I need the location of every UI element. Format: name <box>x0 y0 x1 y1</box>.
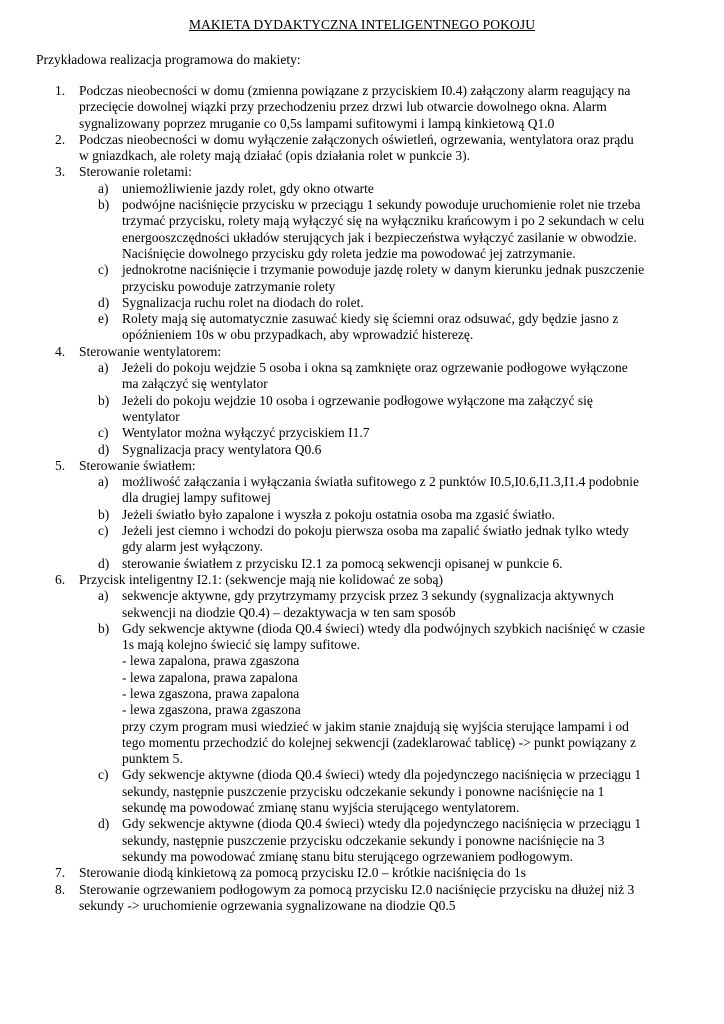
sub-list-item-text: gdy alarm jest wyłączony. <box>122 539 263 555</box>
sub-list-item-text: - lewa zapalona, prawa zgaszona <box>122 653 300 669</box>
list-item-number: 3. <box>55 164 66 180</box>
sub-list-item <box>0 393 724 426</box>
list-item <box>0 458 724 474</box>
list-item-number: 5. <box>55 457 66 473</box>
sub-list-item-letter: a) <box>98 588 109 604</box>
sub-list-item <box>0 507 724 523</box>
sub-list-item <box>0 262 724 295</box>
sub-list-item-letter: c) <box>98 262 109 278</box>
list-item-text: Sterowanie roletami: <box>79 164 192 180</box>
sub-list-item-text: Gdy sekwencje aktywne (dioda Q0.4 świeci) wtedy dla podwójnych szybkich naciśnięć w czasie <box>122 620 645 636</box>
sub-list-item-letter: d) <box>98 555 110 571</box>
sub-list-item <box>0 523 724 556</box>
sub-list-item-text: Rolety mają się automatycznie zasuwać kiedy się ściemni oraz odsuwać, gdy będzie jasno z <box>122 311 619 327</box>
list-item-number: 4. <box>55 343 66 359</box>
sub-list-item-text: sekwencje aktywne, gdy przytrzymamy przycisk przez 3 sekundy (sygnalizacja aktywnych <box>122 588 614 604</box>
sub-list-item-text: sekwencji na diodzie Q0.4) – dezaktywacja w ten sam sposób <box>122 604 456 620</box>
sub-list-item-text: Gdy sekwencje aktywne (dioda Q0.4 świeci) wtedy dla pojedynczego naciśnięcia w przeciągu 1 <box>122 816 642 832</box>
document-title: MAKIETA DYDAKTYCZNA INTELIGENTNEGO POKOJU <box>188 17 536 32</box>
sub-list-item-text: sekundy, następnie puszczenie przycisku odczekanie sekundy i ponowne naciśnięcie na 3 <box>122 832 605 848</box>
sub-list-item-text: energooszczędności układów sterujących jak i bezpieczeństwa wyłączyć zasilanie w obwodzie. <box>122 229 637 245</box>
list-item <box>0 83 724 132</box>
sub-list-item-letter: b) <box>98 620 110 636</box>
sub-list-item-text: Naciśnięcie dowolnego przycisku gdy roleta jedzie ma powodować jej zatrzymanie. <box>122 245 576 261</box>
sub-list-item-text: możliwość załączania i wyłączania światła sufitowego z 2 punktów I0.5,I0.6,I1.3,I1.4 podobnie <box>122 474 639 490</box>
sub-list-item-letter: a) <box>98 360 109 376</box>
sub-list-item-text: - lewa zgaszona, prawa zgaszona <box>122 702 301 718</box>
sub-list-item <box>0 360 724 393</box>
sub-list-item <box>0 181 724 197</box>
sub-list-item <box>0 197 724 262</box>
sub-list-item-letter: d) <box>98 816 110 832</box>
sub-list-item-text: przycisku powoduje zatrzymanie rolety <box>122 278 336 294</box>
list-item <box>0 865 724 881</box>
sub-list-item-letter: b) <box>98 506 110 522</box>
sub-list-item-text: uniemożliwienie jazdy rolet, gdy okno otwarte <box>122 180 374 196</box>
sub-list-item-letter: c) <box>98 425 109 441</box>
sub-list-item-text: Jeżeli do pokoju wejdzie 10 osoba i ogrzewanie podłogowe wyłączone ma załączyć się <box>122 392 593 408</box>
list-item <box>0 164 724 180</box>
sub-list-item-text: Wentylator można wyłączyć przyciskiem I1.7 <box>122 425 370 441</box>
sub-list-item-text: Gdy sekwencje aktywne (dioda Q0.4 świeci) wtedy dla pojedynczego naciśnięcia w przeciągu 1 <box>122 767 642 783</box>
list-item <box>0 882 724 915</box>
list-item-text: przecięcie dowolnej wiązki przy przechodzeniu przez drzwi lub otwarcie dowolnego okna. Alarm <box>79 99 607 115</box>
list-item-text: Podczas nieobecności w domu wyłączenie załączonych oświetleń, ogrzewania, wentylatora oraz prądu <box>79 131 634 147</box>
list-item-text: Sterowanie światłem: <box>79 457 196 473</box>
list-item-number: 2. <box>55 131 66 147</box>
intro-text: Przykładowa realizacja programowa do makiety: <box>36 52 301 67</box>
list-item <box>0 344 724 360</box>
sub-list-item-text: Jeżeli jest ciemno i wchodzi do pokoju pierwsza osoba ma zapalić światło jednak tylko wtedy <box>122 523 629 539</box>
sub-list-item-letter: a) <box>98 180 109 196</box>
list-item-text: Sterowanie diodą kinkietową za pomocą przycisku I2.0 – krótkie naciśnięcia do 1s <box>79 865 526 881</box>
sub-list-item <box>0 816 724 865</box>
sub-list-item <box>0 556 724 572</box>
list-item-text: sekundy -> uruchomienie ogrzewania sygnalizowane na diodzie Q0.5 <box>79 897 456 913</box>
list-item-text: w gniazdkach, ale rolety mają działać (opis działania rolet w punkcie 3). <box>79 148 470 164</box>
sub-list-item-text: Jeżeli do pokoju wejdzie 5 osoba i okna są zamknięte oraz ogrzewanie podłogowe wyłączone <box>122 360 628 376</box>
sub-list-item <box>0 767 724 816</box>
sub-list-item <box>0 442 724 458</box>
sub-list-item <box>0 474 724 507</box>
sub-list-item <box>0 425 724 441</box>
sub-list-item-text: jednokrotne naciśnięcie i trzymanie powoduje jazdę rolety w danym kierunku jednak puszczenie <box>122 262 645 278</box>
list-item-text: sygnalizowany poprzez mruganie co 0,5s lampami sufitowymi i lampą kinkietową Q1.0 <box>79 115 555 131</box>
sub-list-item-text: Sygnalizacja ruchu rolet na diodach do rolet. <box>122 294 364 310</box>
sub-list-item <box>0 588 724 621</box>
sub-list-item-letter: b) <box>98 392 110 408</box>
sub-list-item <box>0 621 724 768</box>
sub-list-item-letter: d) <box>98 294 110 310</box>
sub-list-item-text: tego momentu przechodzić do kolejnej sekwencji (zadeklarować tablicę) -> punkt powiązany z <box>122 734 637 750</box>
numbered-list <box>0 83 724 914</box>
sub-list-item-text: punktem 5. <box>122 751 183 767</box>
list-item-number: 8. <box>55 881 66 897</box>
list-item-number: 6. <box>55 571 66 587</box>
list-item-text: Sterowanie wentylatorem: <box>79 343 222 359</box>
sub-list-item-text: wentylator <box>122 408 180 424</box>
sub-list-item-letter: c) <box>98 523 109 539</box>
sub-list-item-text: sekundy ma powodować zmianę stanu bitu sterującego ogrzewaniem podłogowym. <box>122 848 574 864</box>
sub-list-item-text: - lewa zgaszona, prawa zapalona <box>122 685 300 701</box>
sub-list-item-text: sekundę ma powodować zmianę stanu wyjścia sterującego wentylatorem. <box>122 800 520 816</box>
sub-list-item-text: opóźnieniem 10s w obu przypadkach, aby wprowadzić histerezę. <box>122 327 474 343</box>
sub-list-item-text: dla drugiej lampy sufitowej <box>122 490 271 506</box>
sub-list-item-text: trzymać przycisku, rolety mają wyłączyć się na wyłączniku krańcowym i po 2 sekundach w celu <box>122 213 645 229</box>
sub-list-item-text: 1s mają kolejno świecić się lampy sufitowe. <box>122 637 361 653</box>
list-item-text: Sterowanie ogrzewaniem podłogowym za pomocą przycisku I2.0 naciśnięcie przycisku na dłużej niż 3 <box>79 881 635 897</box>
sub-list-item-text: sterowanie światłem z przycisku I2.1 za pomocą sekwencji opisanej w punkcie 6. <box>122 555 563 571</box>
sub-list-item-text: Sygnalizacja pracy wentylatora Q0.6 <box>122 441 322 457</box>
sub-list-item-text: sekundy, następnie puszczenie przycisku odczekanie sekundy i ponowne naciśnięcie na 1 <box>122 783 605 799</box>
sub-list-item <box>0 295 724 311</box>
sub-list-item-text: ma załączyć się wentylator <box>122 376 268 392</box>
sub-list-item-letter: e) <box>98 311 109 327</box>
sub-list-item <box>0 311 724 344</box>
sub-list-item-letter: b) <box>98 197 110 213</box>
list-item-number: 1. <box>55 83 66 98</box>
list-item-number: 7. <box>55 865 66 881</box>
sub-list-item-text: podwójne naciśnięcie przycisku w przeciągu 1 sekundy powoduje uruchomienie rolet nie trzeba <box>122 197 641 213</box>
sub-list-item-text: - lewa zapalona, prawa zapalona <box>122 669 298 685</box>
sub-list-item-letter: c) <box>98 767 109 783</box>
sub-list-item-letter: a) <box>98 474 109 490</box>
list-item-text: Przycisk inteligentny I2.1: (sekwencje mają nie kolidować ze sobą) <box>79 571 444 587</box>
list-item <box>0 132 724 165</box>
list-item <box>0 572 724 588</box>
sub-list-item-letter: d) <box>98 441 110 457</box>
list-item-text: Podczas nieobecności w domu (zmienna powiązane z przyciskiem I0.4) załączony alarm reagujący na <box>79 83 631 98</box>
sub-list-item-text: Jeżeli światło było zapalone i wyszła z pokoju ostatnia osoba ma zgasić światło. <box>122 506 556 522</box>
sub-list-item-text: przy czym program musi wiedzieć w jakim stanie znajdują się wyjścia sterujące lampami i od <box>122 718 629 734</box>
